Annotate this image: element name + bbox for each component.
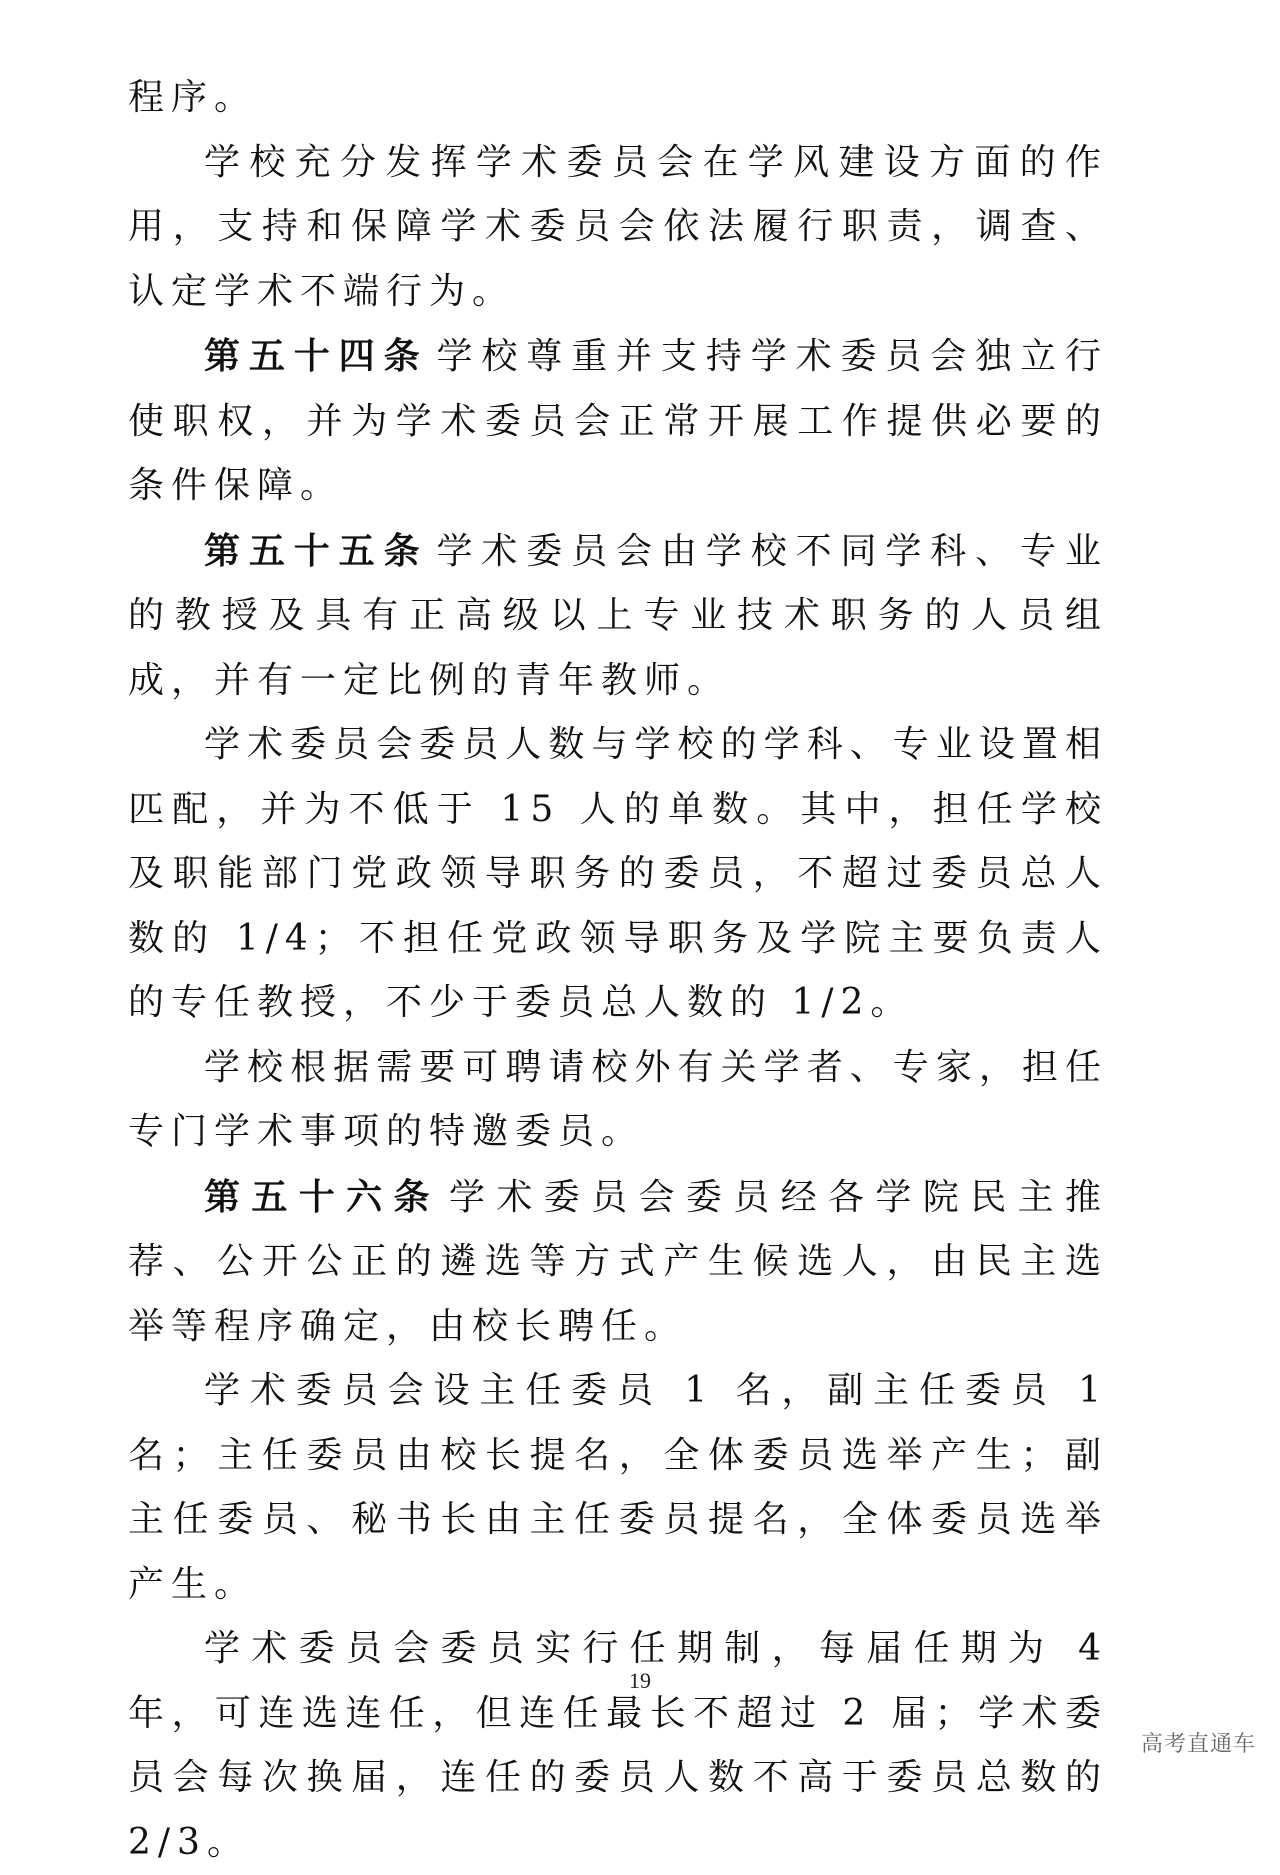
article-paragraph — [128, 324, 1108, 519]
article-heading: 第五十四条 — [204, 335, 429, 377]
paragraph — [128, 713, 1108, 1036]
paragraph — [128, 1359, 1108, 1617]
watermark-text: 高考直通车 — [1140, 1732, 1256, 1757]
paragraph — [128, 1617, 1108, 1875]
paragraph-text: 程序。 — [128, 77, 258, 118]
paragraph — [128, 131, 1108, 325]
article-paragraph — [128, 1165, 1108, 1360]
paragraph-text: 学术委员会委员经各学院民主推荐、公开公正的遴选等方式产生候选人，由民主选举等程序确定，由校长聘任。 — [128, 1176, 1108, 1347]
paragraph-text: 学术委员会设主任委员 1 名，副主任委员 1 名；主任委员由校长提名，全体委员选举产生；副主任委员、秘书长由主任委员提名，全体委员选举产生。 — [128, 1370, 1108, 1605]
article-heading: 第五十五条 — [204, 529, 429, 572]
paragraph — [128, 66, 1108, 131]
paragraph-text: 学术委员会由学校不同学科、专业的教授及具有正高级以上专业技术职务的人员组成，并有一定比例的青年教师。 — [128, 530, 1108, 701]
paragraph-text: 学校尊重并支持学术委员会独立行使职权，并为学术委员会正常开展工作提供必要的条件保障。 — [128, 336, 1108, 506]
page-number: 19 — [629, 1668, 651, 1693]
article-paragraph — [128, 519, 1108, 714]
paragraph-text: 学术委员会委员人数与学校的学科、专业设置相匹配，并为不低于 15 人的单数。其中，担任学校及职能部门党政领导职务的委员，不超过委员总人数的 1/4；不担任党政领导职务及学院主要负责人的专任教授，不少于委员总人数的 1/2。 — [128, 724, 1108, 1023]
paragraph — [128, 1036, 1108, 1165]
article-heading: 第五十六条 — [204, 1175, 441, 1218]
paragraph-text: 学校根据需要可聘请校外有关学者、专家，担任专门学术事项的特邀委员。 — [128, 1046, 1108, 1152]
document-body — [128, 66, 1108, 1875]
paragraph-text: 学术委员会委员实行任期制，每届任期为 4 年，可连选连任，但连任最长不超过 2 届；学术委员会每次换届，连任的委员人数不高于委员总数的 2/3。 — [128, 1628, 1108, 1863]
paragraph-text: 学校充分发挥学术委员会在学风建设方面的作用，支持和保障学术委员会依法履行职责，调查、认定学术不端行为。 — [128, 141, 1108, 312]
